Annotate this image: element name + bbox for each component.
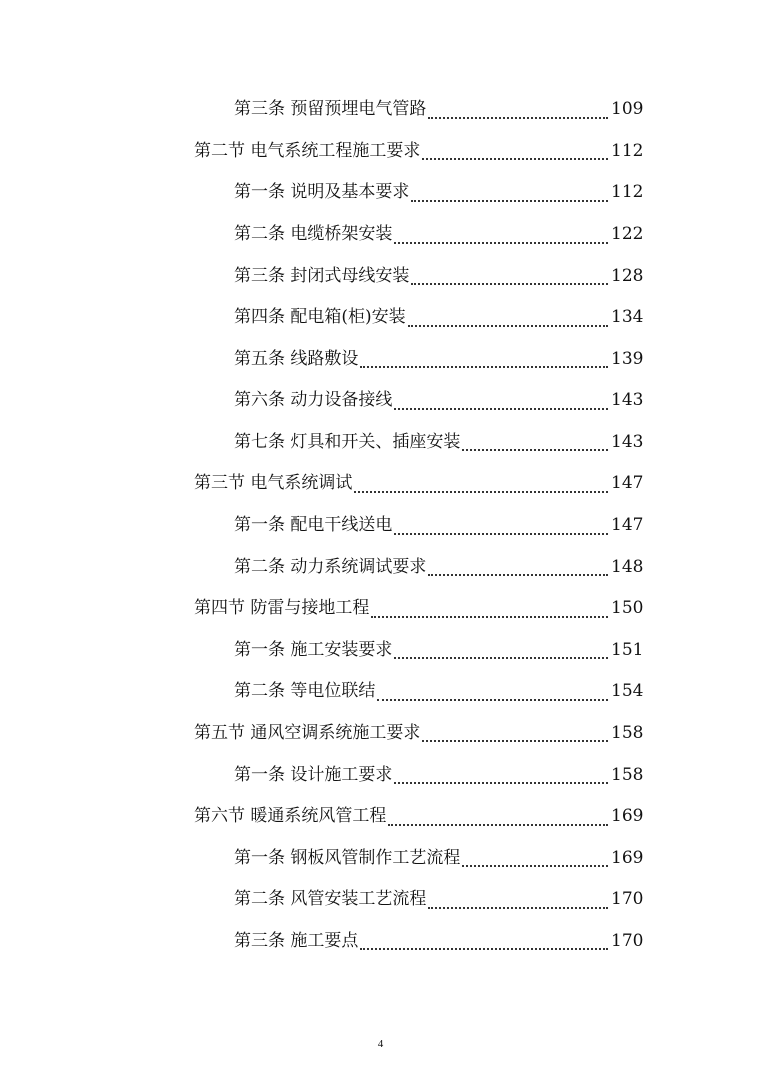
- dot-leader: [394, 782, 608, 784]
- toc-entry-page: 134: [611, 307, 644, 328]
- toc-entry-page: 169: [611, 847, 644, 868]
- toc-entry-page: 170: [611, 889, 644, 910]
- dot-leader: [354, 491, 608, 493]
- dot-leader: [394, 242, 608, 244]
- toc-entry[interactable]: [0, 588, 761, 630]
- dot-leader: [360, 948, 608, 950]
- footer-page-number: 4: [377, 1038, 384, 1050]
- toc-entry-page: 112: [611, 182, 644, 203]
- toc-entry[interactable]: [0, 297, 761, 339]
- toc-entry[interactable]: [0, 172, 761, 214]
- toc-entry-page: 170: [611, 930, 644, 951]
- toc-entry[interactable]: [0, 422, 761, 464]
- toc-entry-label: 第六节 暖通系统风管工程: [194, 806, 387, 827]
- toc-entry[interactable]: [0, 131, 761, 173]
- dot-leader: [422, 158, 608, 160]
- toc-entry-label: 第五条 线路敷设: [234, 348, 359, 369]
- dot-leader: [411, 200, 608, 202]
- toc-entry-page: 158: [611, 764, 644, 785]
- toc-entry-page: 143: [611, 431, 644, 452]
- toc-entry-page: 109: [611, 99, 644, 120]
- toc-entry-page: 148: [611, 556, 644, 577]
- toc-entry-label: 第三条 封闭式母线安装: [234, 265, 410, 286]
- toc-entry[interactable]: [0, 505, 761, 547]
- toc-entry-page: 122: [611, 224, 644, 245]
- dot-leader: [371, 616, 608, 618]
- dot-leader: [411, 283, 608, 285]
- toc-entry-page: 151: [611, 639, 644, 660]
- toc-entry[interactable]: [0, 214, 761, 256]
- toc-entry[interactable]: [0, 754, 761, 796]
- toc-entry[interactable]: [0, 671, 761, 713]
- dot-leader: [462, 865, 608, 867]
- toc-entry-label: 第二节 电气系统工程施工要求: [194, 140, 421, 161]
- toc-entry-label: 第三节 电气系统调试: [194, 473, 353, 494]
- toc-entry-page: 112: [611, 140, 644, 161]
- toc-entry-page: 139: [611, 348, 644, 369]
- toc-entry-label: 第一条 施工安装要求: [234, 639, 393, 660]
- dot-leader: [394, 657, 608, 659]
- toc-entry-label: 第七条 灯具和开关、插座安装: [234, 431, 461, 452]
- dot-leader: [428, 117, 608, 119]
- dot-leader: [394, 533, 608, 535]
- toc-entry-page: 128: [611, 265, 644, 286]
- toc-entry-label: 第三条 预留预埋电气管路: [234, 99, 427, 120]
- toc-entry-page: 154: [611, 681, 644, 702]
- toc-entry[interactable]: [0, 630, 761, 672]
- toc-entry-label: 第二条 电缆桥架安装: [234, 224, 393, 245]
- toc-entry-label: 第五节 通风空调系统施工要求: [194, 722, 421, 743]
- toc-entry-label: 第六条 动力设备接线: [234, 390, 393, 411]
- dot-leader: [388, 824, 608, 826]
- toc-entry[interactable]: [0, 921, 761, 963]
- table-of-contents: [0, 89, 761, 962]
- toc-entry[interactable]: [0, 255, 761, 297]
- toc-entry-page: 150: [611, 598, 644, 619]
- toc-entry[interactable]: [0, 837, 761, 879]
- toc-entry-label: 第二条 动力系统调试要求: [234, 556, 427, 577]
- toc-entry-page: 147: [611, 515, 644, 536]
- toc-entry-label: 第二条 等电位联结: [234, 681, 376, 702]
- toc-entry-page: 169: [611, 806, 644, 827]
- toc-entry-label: 第四节 防雷与接地工程: [194, 598, 370, 619]
- toc-entry[interactable]: [0, 546, 761, 588]
- dot-leader: [408, 325, 608, 327]
- toc-entry-label: 第一条 配电干线送电: [234, 515, 393, 536]
- toc-entry[interactable]: [0, 796, 761, 838]
- toc-entry[interactable]: [0, 713, 761, 755]
- toc-entry-label: 第三条 施工要点: [234, 930, 359, 951]
- dot-leader: [428, 907, 608, 909]
- dot-leader: [377, 699, 608, 701]
- dot-leader: [394, 408, 608, 410]
- toc-entry-label: 第一条 设计施工要求: [234, 764, 393, 785]
- toc-entry-page: 143: [611, 390, 644, 411]
- toc-entry[interactable]: [0, 89, 761, 131]
- toc-entry-page: 147: [611, 473, 644, 494]
- dot-leader: [360, 366, 608, 368]
- dot-leader: [462, 449, 608, 451]
- toc-entry[interactable]: [0, 338, 761, 380]
- toc-entry-page: 158: [611, 722, 644, 743]
- toc-entry[interactable]: [0, 879, 761, 921]
- toc-entry-label: 第一条 钢板风管制作工艺流程: [234, 847, 461, 868]
- dot-leader: [428, 574, 608, 576]
- toc-entry[interactable]: [0, 380, 761, 422]
- toc-entry-label: 第四条 配电箱(柜)安装: [234, 307, 406, 328]
- toc-entry[interactable]: [0, 463, 761, 505]
- toc-entry-label: 第一条 说明及基本要求: [234, 182, 410, 203]
- toc-entry-label: 第二条 风管安装工艺流程: [234, 889, 427, 910]
- dot-leader: [422, 740, 608, 742]
